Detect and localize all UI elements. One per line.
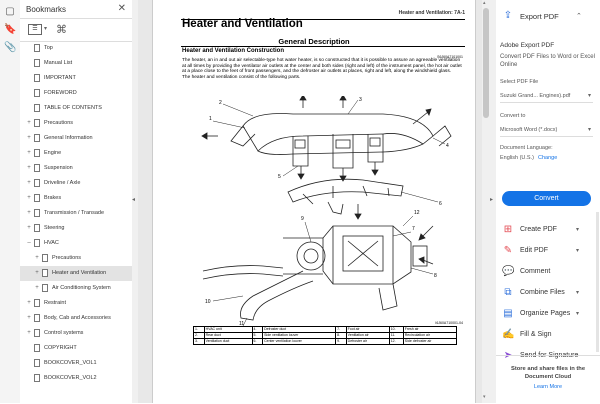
learn-more-link[interactable]: Learn More [533, 384, 563, 390]
tool-label: Organize Pages [520, 310, 571, 317]
bookmark-expander[interactable]: + [35, 285, 39, 291]
doc-language-value: English (U.S.) [500, 155, 534, 161]
legend-cell: 9. [336, 339, 347, 345]
bookmark-page-icon [34, 194, 40, 202]
bookmark-page-icon [34, 359, 40, 367]
tools-pane [496, 0, 600, 403]
bookmark-item[interactable] [20, 116, 132, 131]
legend-row [194, 339, 457, 345]
legend-cell: 11. [389, 333, 403, 339]
create-pdf-icon: ⊞ [503, 224, 513, 235]
bookmark-page-icon [42, 254, 48, 262]
bookmark-label: Air Conditioning System [52, 285, 111, 291]
convert-button[interactable]: Convert [502, 191, 591, 206]
bookmarks-list [20, 41, 132, 386]
scroll-up-icon[interactable]: ▴ [483, 0, 486, 6]
body-text [182, 58, 464, 81]
chevron-up-icon[interactable]: ⌃ [576, 13, 582, 20]
bookmark-page-icon [34, 314, 40, 322]
legend-cell: 6. [252, 339, 263, 345]
bookmark-label: Manual List [44, 60, 73, 66]
convert-to-label: Convert to [500, 113, 526, 119]
bookmarks-panel [20, 0, 136, 403]
bookmark-page-icon [34, 329, 40, 337]
tool-label: Combine Files [520, 289, 565, 296]
tool-label: Create PDF [520, 226, 557, 233]
combine-files-icon: ⧉ [504, 287, 512, 298]
legend-cell: 2. [194, 333, 205, 339]
chevron-down-icon[interactable]: ▾ [44, 26, 48, 32]
legend-cell: 12. [389, 339, 403, 345]
export-pdf-icon: ⇪ [503, 10, 513, 21]
legend-cell: HVAC unit [204, 327, 252, 333]
bookmark-label: Body, Cab and Accessories [44, 315, 111, 321]
bookmark-label: Suspension [44, 165, 73, 171]
bookmark-label: BOOKCOVER_VOL1 [44, 360, 97, 366]
chevron-down-icon[interactable]: ▾ [576, 227, 580, 233]
convert-to-value: Microsoft Word (*.docx) [500, 127, 558, 133]
legend-cell: Defroster air [346, 339, 389, 345]
doc-language-label: Document Language: [500, 145, 553, 151]
callout-1: 1 [209, 116, 212, 122]
scrollbar-thumb[interactable] [483, 8, 489, 118]
callout-12: 12 [414, 210, 420, 216]
legend-cell: Side defroster air [403, 339, 456, 345]
collapse-left-icon[interactable]: ◂ [132, 197, 136, 203]
bookmark-item[interactable] [20, 341, 132, 356]
legend-cell: 3. [194, 339, 205, 345]
callout-8: 8 [434, 273, 437, 279]
chevron-down-icon[interactable]: ▾ [576, 248, 580, 254]
bookmark-page-icon [34, 134, 40, 142]
send-signature-icon: ➤ [503, 350, 513, 361]
bookmarks-toolbar [20, 19, 132, 42]
document-viewer [138, 0, 494, 403]
callout-2: 2 [219, 100, 222, 106]
tool-organize-pages[interactable] [496, 305, 600, 323]
bookmark-page-icon [34, 239, 40, 247]
close-icon[interactable]: ✕ [117, 3, 126, 14]
legend-cell: Center ventilation louver [263, 339, 336, 345]
footer-text: Store and share files in the Document Cloud [510, 366, 586, 380]
callout-4: 4 [446, 143, 449, 149]
bookmark-page-icon [34, 44, 40, 52]
left-nav-strip [0, 0, 21, 403]
attachments-icon[interactable]: 📎 [4, 42, 17, 53]
bookmark-label: BOOKCOVER_VOL2 [44, 375, 97, 381]
selected-file-field[interactable] [500, 90, 593, 103]
bookmark-label: General Information [44, 135, 93, 141]
bookmark-page-icon [34, 164, 40, 172]
bookmark-page-icon [34, 119, 40, 127]
bookmark-item[interactable] [20, 311, 132, 326]
section-rule [181, 46, 465, 47]
callout-7: 7 [412, 226, 415, 232]
legend-cell: 5. [252, 333, 263, 339]
legend-table [193, 326, 457, 345]
bookmark-page-icon [42, 269, 48, 277]
bookmark-item[interactable] [20, 326, 132, 341]
bookmark-label: Driveline / Axle [44, 180, 81, 186]
legend-cell: Ventilation duct [204, 339, 252, 345]
bookmark-expander[interactable]: + [27, 120, 31, 126]
legend-cell: Defroster duct [263, 327, 336, 333]
bookmark-item[interactable] [20, 131, 132, 146]
paragraph-2: The heater and ventilation consist of the following parts. [182, 75, 301, 81]
callout-3: 3 [359, 97, 362, 103]
bookmark-page-icon [34, 89, 40, 97]
bookmark-page-icon [34, 74, 40, 82]
bookmark-label: Engine [44, 150, 62, 156]
bookmark-label: Precautions [52, 255, 82, 261]
tool-combine-files[interactable] [496, 284, 600, 302]
bookmark-label: Transmission / Transade [44, 210, 105, 216]
running-header: Heater and Ventilation: 7A-1 [398, 10, 465, 16]
legend-cell: 4. [252, 327, 263, 333]
callout-10: 10 [205, 299, 211, 305]
bookmark-expander[interactable]: + [35, 255, 39, 261]
chevron-down-icon: ▾ [587, 93, 591, 99]
legend-cell: 8. [336, 333, 347, 339]
bookmark-label: FOREWORD [44, 90, 77, 96]
chevron-down-icon: ▾ [587, 127, 591, 133]
bookmark-item[interactable] [20, 281, 132, 296]
bookmark-item[interactable] [20, 251, 132, 266]
legend-cell: Foot air [346, 327, 389, 333]
bookmark-expander[interactable]: + [27, 195, 31, 201]
callout-9: 9 [301, 216, 304, 222]
bookmark-expander[interactable]: + [27, 225, 31, 231]
collapse-right-icon[interactable]: ▸ [490, 197, 494, 203]
bookmark-page-icon [34, 209, 40, 217]
legend-cell: 1. [194, 327, 205, 333]
bookmark-expander[interactable]: + [27, 135, 31, 141]
tool-label: Comment [520, 268, 551, 275]
select-pdf-label: Select PDF File [500, 79, 539, 85]
bookmark-label: HVAC [44, 240, 59, 246]
bookmarks-title: Bookmarks [26, 4, 67, 14]
pdf-page [152, 0, 476, 403]
bookmark-page-icon [34, 179, 40, 187]
bookmark-expander[interactable]: + [27, 150, 31, 156]
bookmark-item[interactable] [20, 101, 132, 116]
adobe-export-title: Adobe Export PDF [500, 42, 555, 49]
comment-icon: 💬 [502, 266, 515, 277]
tool-create-pdf[interactable] [496, 221, 600, 239]
bookmark-label: Top [44, 45, 53, 51]
bookmark-item[interactable] [20, 371, 132, 386]
bookmark-item[interactable] [20, 191, 132, 206]
bookmark-item[interactable] [20, 146, 132, 161]
bookmark-label: Precautions [44, 120, 74, 126]
convert-to-select[interactable] [500, 124, 593, 137]
bookmark-item[interactable] [20, 221, 132, 236]
legend-cell: Rear duct [204, 333, 252, 339]
bookmark-page-icon [42, 284, 48, 292]
bookmark-expander[interactable]: + [35, 270, 39, 276]
bookmark-item[interactable] [20, 356, 132, 371]
callout-5: 5 [278, 174, 281, 180]
tools-scrollbar[interactable] [596, 212, 599, 352]
bookmark-page-icon [34, 344, 40, 352]
legend-cell: 10. [389, 327, 403, 333]
organize-pages-icon: ▤ [503, 308, 513, 319]
tool-fill-sign[interactable] [496, 326, 600, 344]
new-bookmark-icon[interactable]: ⌘ [56, 24, 67, 36]
legend-cell: Ventilation air [346, 333, 389, 339]
page-title: Heater and Ventilation [182, 18, 303, 30]
export-pdf-label: Export PDF [520, 12, 559, 21]
bookmark-item[interactable] [20, 41, 132, 56]
fill-sign-icon: ✍ [502, 329, 515, 340]
bookmark-item[interactable] [20, 86, 132, 101]
paragraph-1: The heater, an in and out air selectable-type hot water heater, is so constructed that it is possible to assure an agreeable ventilation at all times by providing the ventilator air outlets at the center and both sides (right and left) of the instrument panel, the hot air outlet at a place close to the feet of front passengers, and the defroster air outlets at places, right and left, along the windshield glass. [182, 58, 462, 75]
change-language-link[interactable]: Change [538, 155, 558, 161]
tool-label: Edit PDF [520, 247, 549, 254]
bookmark-item[interactable] [20, 56, 132, 71]
page-thumbnails-icon[interactable]: ▢ [5, 6, 15, 17]
bookmark-label: Control systems [44, 330, 84, 336]
bookmark-page-icon [34, 299, 40, 307]
bookmark-label: COPYRIGHT [44, 345, 77, 351]
bookmark-expander[interactable]: + [27, 210, 31, 216]
edit-pdf-icon: ✎ [503, 245, 513, 256]
bookmark-label: Brakes [44, 195, 62, 201]
bookmark-expander[interactable]: – [27, 240, 31, 246]
bookmark-item[interactable] [20, 161, 132, 176]
tool-edit-pdf[interactable] [496, 242, 600, 260]
bookmark-item[interactable] [20, 71, 132, 86]
bookmark-expander[interactable]: + [27, 300, 31, 306]
bookmark-label: TABLE OF CONTENTS [44, 105, 102, 111]
bookmark-page-icon [34, 224, 40, 232]
bookmark-label: Steering [44, 225, 65, 231]
tool-comment[interactable] [496, 263, 600, 281]
export-pdf-header[interactable] [496, 0, 600, 34]
bookmark-page-icon [34, 104, 40, 112]
bookmark-page-icon [34, 149, 40, 157]
bookmark-label: IMPORTANT [44, 75, 76, 81]
scroll-down-icon[interactable]: ▾ [483, 394, 486, 400]
figure-id: I6J60A710001-04 [435, 321, 463, 325]
doc-id: S6J60A7101001 [437, 55, 463, 59]
legend-cell: Fresh air [403, 327, 456, 333]
bookmark-page-icon [34, 374, 40, 382]
bookmark-options-icon[interactable]: ☰ [28, 24, 42, 35]
bookmark-label: Restraint [44, 300, 67, 306]
legend-cell: 7. [336, 327, 347, 333]
bookmark-expander[interactable]: + [27, 330, 31, 336]
bookmark-expander[interactable]: + [27, 315, 31, 321]
adobe-export-desc: Convert PDF Files to Word or Excel Online [500, 54, 595, 68]
bookmark-label: Heater and Ventilation [52, 270, 107, 276]
legend-cell: Recirculation air [403, 333, 456, 339]
bookmark-expander[interactable]: + [27, 180, 31, 186]
bookmark-page-icon [34, 59, 40, 67]
legend-cell: Side ventilation louver [263, 333, 336, 339]
tool-label: Fill & Sign [520, 331, 552, 338]
bookmark-item[interactable] [20, 176, 132, 191]
callout-6: 6 [439, 201, 442, 207]
section-heading: General Description [278, 37, 350, 46]
bookmark-item[interactable] [20, 266, 132, 281]
bookmark-item[interactable] [20, 296, 132, 311]
chevron-down-icon[interactable]: ▾ [576, 311, 580, 317]
selected-file-value: Suzuki Grand... Engines).pdf [500, 93, 571, 99]
heater-ventilation-diagram [183, 96, 465, 326]
document-scrollbar[interactable] [482, 0, 490, 403]
tool-label: Send for Signature [520, 352, 579, 359]
bookmark-expander[interactable]: + [27, 165, 31, 171]
bookmark-item[interactable] [20, 206, 132, 221]
bookmarks-icon[interactable]: 🔖 [4, 24, 17, 35]
document-cloud-footer [496, 355, 600, 404]
subsection-heading: Heater and Ventilation Construction [182, 48, 285, 54]
bookmarks-header [20, 0, 132, 19]
callout-11: 11 [239, 321, 245, 326]
chevron-down-icon[interactable]: ▾ [576, 290, 580, 296]
bookmark-item[interactable] [20, 236, 132, 251]
